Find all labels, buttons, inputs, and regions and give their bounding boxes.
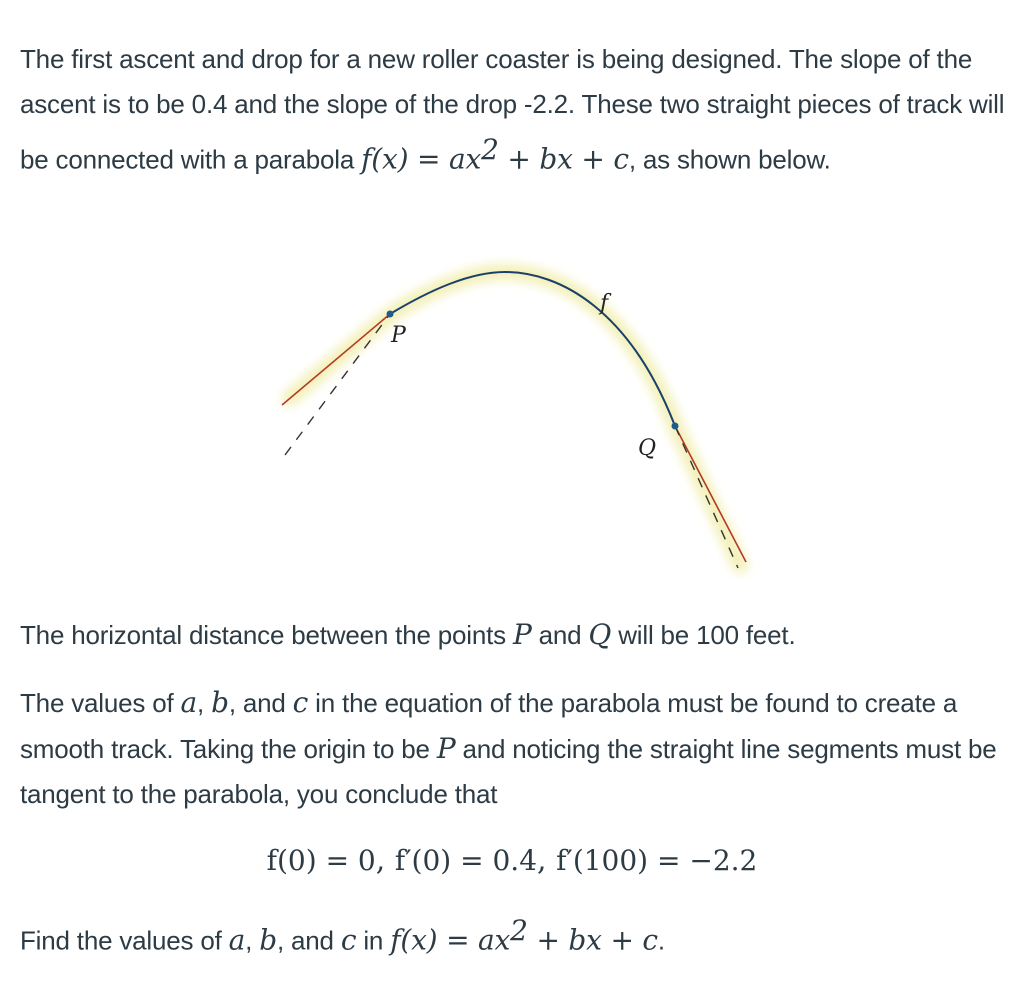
question-in: in [356, 925, 391, 956]
question-sep: , [245, 925, 260, 956]
condition-comma: , [537, 843, 557, 878]
q-var-b: b [259, 923, 277, 957]
question-text: Find the values of [20, 925, 229, 956]
equation-rhs: + bx + c [498, 142, 629, 176]
distance-and: and [531, 620, 589, 650]
origin-p: P [436, 732, 456, 765]
drop-tangent-line [675, 426, 746, 562]
condition-comma: , [375, 843, 395, 878]
point-p-marker [387, 311, 394, 318]
values-statement [20, 680, 1020, 817]
exponent: 2 [481, 133, 499, 166]
intro-text: The first ascent and drop for a new roller coaster is being designed. The slope of the ascent is to be 0.4 and the slope of the drop -2.2. These two straight pieces of track will be connected with a parabola [20, 44, 1005, 175]
question [20, 908, 1010, 964]
label-f: f [600, 291, 609, 316]
point-q-marker [672, 423, 679, 430]
question-end: . [657, 925, 665, 956]
label-q: Q [638, 436, 657, 461]
problem-intro [20, 37, 1010, 183]
q-equation-lhs: = ax [437, 923, 511, 957]
ascent-tangent-line [282, 314, 390, 405]
values-end: and noticing the straight line segments must be tangent to the parabola, you conclude that [20, 734, 997, 809]
values-mid: in the equation of the parabola must be found to create a smooth track. Taking the origin to be [20, 688, 958, 764]
label-p: P [391, 323, 406, 348]
condition-2: f′(0) = 0.4 [394, 844, 538, 877]
intro-text-end: , as shown below. [628, 144, 831, 175]
conditions-equation [0, 836, 1024, 886]
var-b: b [211, 686, 229, 719]
q-var-a: a [228, 923, 246, 957]
q-function-name: f(x) [390, 923, 438, 957]
var-c: c [292, 686, 309, 719]
distance-text: The horizontal distance between the points [20, 620, 513, 650]
distance-end: will be 100 feet. [611, 620, 796, 650]
equation-lhs: = ax [408, 142, 482, 176]
q-var-c: c [340, 923, 357, 957]
q-equation-rhs: + bx + c [527, 923, 658, 957]
point-q: Q [588, 618, 612, 651]
condition-1: f(0) = 0 [266, 844, 376, 877]
values-text: The values of [20, 688, 181, 718]
function-name: f(x) [361, 142, 409, 176]
roller-coaster-diagram [270, 250, 790, 580]
condition-3: f′(100) = −2.2 [556, 844, 758, 877]
question-and: , and [276, 925, 341, 956]
q-exponent: 2 [510, 914, 528, 947]
values-sep: , [197, 688, 212, 718]
var-a: a [180, 686, 198, 719]
distance-statement [20, 612, 1010, 658]
point-p: P [512, 618, 532, 651]
values-and: , and [228, 688, 293, 718]
